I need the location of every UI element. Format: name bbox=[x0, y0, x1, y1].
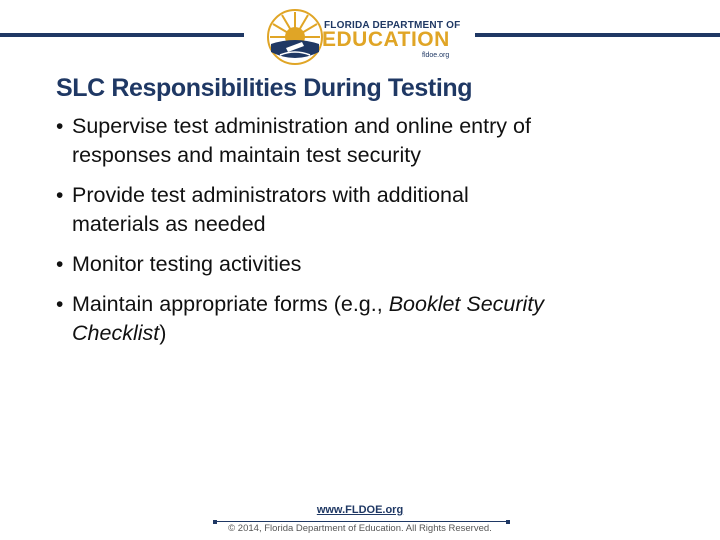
logo-site-text: fldoe.org bbox=[422, 52, 450, 59]
form-name-italic: Checklist bbox=[72, 321, 160, 345]
bullet-text-suffix: ) bbox=[159, 321, 167, 345]
fldoe-website-link[interactable]: www.FLDOE.org bbox=[316, 504, 404, 516]
slide-title: SLC Responsibilities During Testing bbox=[56, 74, 473, 102]
fldoe-logo bbox=[266, 8, 462, 66]
logo-education-text: EDUCATION bbox=[322, 28, 450, 51]
bullet-item bbox=[54, 181, 674, 239]
bullet-marker: • bbox=[56, 184, 64, 207]
bullet-text-line: Supervise test administration and online entry of bbox=[72, 114, 531, 138]
bullet-marker: • bbox=[56, 253, 64, 276]
bullet-text-line bbox=[72, 290, 674, 319]
bullet-marker: • bbox=[56, 293, 64, 316]
bullet-text-line bbox=[72, 319, 674, 348]
bullet-text-line: materials as needed bbox=[72, 212, 266, 236]
logo-department-text: FLORIDA DEPARTMENT OF bbox=[324, 20, 461, 31]
copyright-text: © 2014, Florida Department of Education. All Rights Reserved. bbox=[228, 523, 492, 534]
bullet-list bbox=[54, 112, 674, 359]
header-rule-right bbox=[475, 33, 720, 37]
bullet-item bbox=[54, 250, 674, 279]
bullet-item bbox=[54, 290, 674, 348]
fldoe-sunburst-logo-icon bbox=[266, 8, 324, 66]
bullet-text-line: Monitor testing activities bbox=[72, 252, 302, 276]
bullet-item bbox=[54, 112, 674, 170]
bullet-text-line: responses and maintain test security bbox=[72, 143, 421, 167]
bullet-text-line: Provide test administrators with additional bbox=[72, 183, 469, 207]
header-rule-left bbox=[0, 33, 244, 37]
bullet-marker: • bbox=[56, 115, 64, 138]
form-name-italic: Booklet Security bbox=[388, 292, 545, 316]
footer-rule bbox=[215, 521, 508, 522]
bullet-text-prefix: Maintain appropriate forms (e.g., bbox=[72, 292, 389, 316]
